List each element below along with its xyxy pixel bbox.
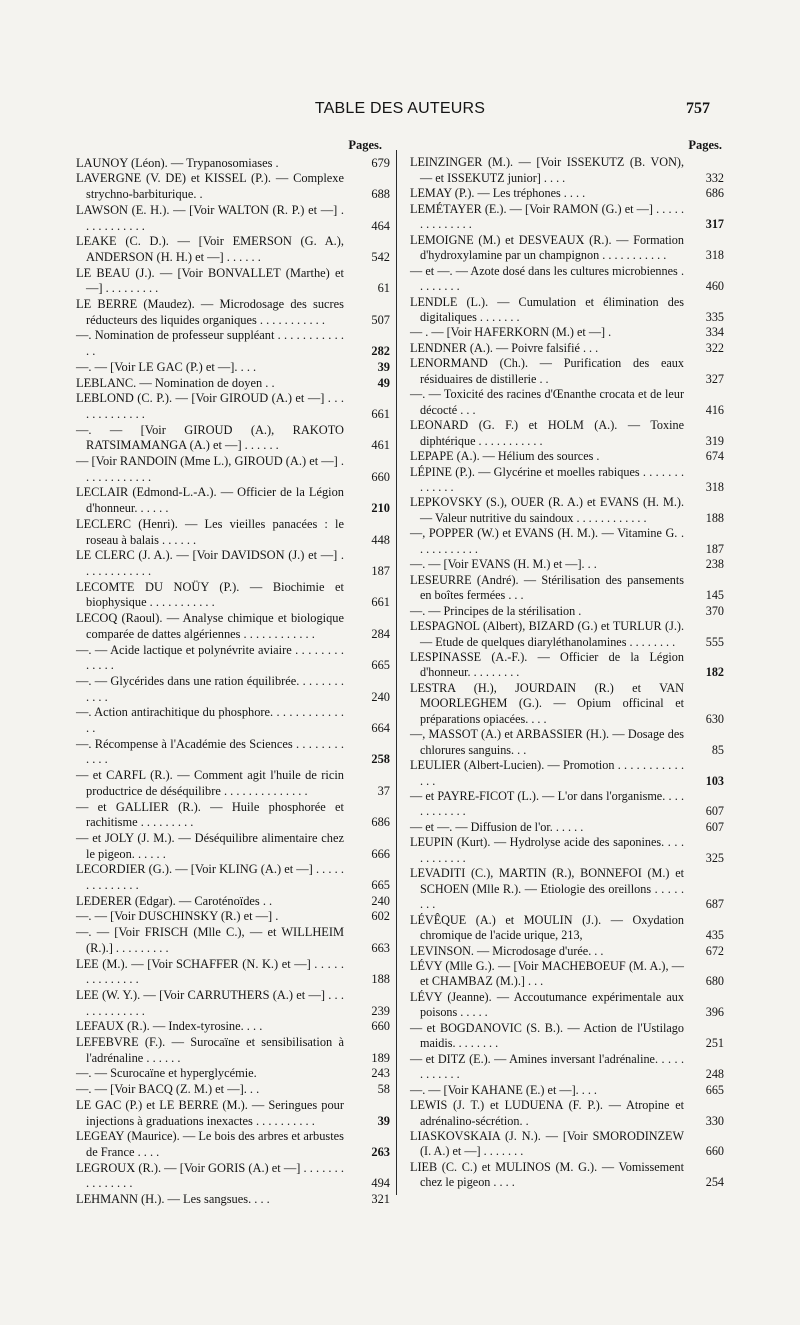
index-entry [76, 1082, 390, 1098]
entry-text: LESPAGNOL (Albert), BIZARD (G.) et TURLUR (J.). — Etude de quelques diaryléthanolamines . . . . . . . . [410, 619, 684, 649]
entry-page-number: 507 [371, 312, 390, 327]
entry-page-number: 370 [705, 603, 724, 618]
index-entry [410, 681, 724, 727]
entry-text: — et DITZ (E.). — Amines inversant l'adrénaline. . . . . . . . . . . . [410, 1051, 684, 1082]
index-entry [76, 1160, 390, 1192]
entry-text: —. — [Voir KAHANE (E.) et —]. . . . [410, 1082, 597, 1097]
index-entry [410, 1083, 724, 1098]
entry-page-number: 661 [371, 595, 390, 610]
entry-page-number: 335 [705, 309, 724, 324]
index-entry [410, 619, 724, 650]
entry-text: LEVINSON. — Microdosage d'urée. . . [410, 943, 604, 958]
index-entry [76, 1192, 390, 1208]
entry-text: —. — Acide lactique et polynévrite aviaire . . . . . . . . . . . . . [76, 642, 344, 673]
entry-page-number: 665 [705, 1082, 724, 1097]
index-entry [76, 862, 390, 893]
entry-text: LECLAIR (Edmond-L.-A.). — Officier de la Légion d'honneur. . . . . . [76, 485, 344, 516]
entry-page-number: 686 [705, 186, 724, 201]
entry-text: —, MASSOT (A.) et ARBASSIER (H.). — Dosage des chlorures sanguins. . . [410, 727, 684, 757]
entry-page-number: 321 [371, 1192, 390, 1207]
index-entry [76, 579, 390, 611]
entry-page-number: 660 [705, 1144, 724, 1159]
entry-page-number: 460 [705, 279, 724, 294]
entry-text: — et —. — Diffusion de l'or. . . . . . [410, 819, 584, 834]
index-entry [76, 1097, 390, 1129]
index-entry [76, 328, 390, 359]
index-entry [76, 736, 390, 768]
index-entry [76, 516, 390, 548]
entry-page-number: 674 [705, 449, 724, 464]
index-entry [410, 835, 724, 866]
entry-page-number: 630 [705, 711, 724, 726]
entry-page-number: 325 [705, 850, 724, 865]
index-entry [410, 557, 724, 572]
entry-text: LEFAUX (R.). — Index-tyrosine. . . . [76, 1019, 263, 1034]
entry-page-number: 189 [371, 1050, 390, 1065]
entry-page-number: 607 [705, 804, 724, 819]
entry-page-number: 240 [371, 689, 390, 704]
index-entry [410, 990, 724, 1021]
entry-text: LIASKOVSKAIA (J. N.). — [Voir SMORODINZEW (I. A.) et —] . . . . . . . [410, 1129, 684, 1159]
entry-text: LE CLERC (J. A.). — [Voir DAVIDSON (J.) et —] . . . . . . . . . . . . [76, 548, 344, 578]
entry-text: LECLERC (Henri). — Les vieilles panacées : le roseau à balais . . . . . . [76, 516, 344, 547]
index-entry [76, 422, 390, 454]
entry-page-number: 680 [705, 974, 724, 989]
index-entry [410, 495, 724, 526]
entry-page-number: 188 [371, 972, 390, 987]
entry-page-number: 416 [705, 402, 724, 417]
entry-page-number: 49 [377, 375, 390, 390]
entry-page-number: 665 [371, 878, 390, 893]
index-entry [76, 768, 390, 799]
entry-text: LAVERGNE (V. DE) et KISSEL (P.). — Complexe strychno-barbiturique. . [76, 171, 344, 202]
entry-text: —. — [Voir GIROUD (A.), RAKOTO RATSIMAMANGA (A.) et —] . . . . . . [76, 422, 344, 453]
index-entry [76, 705, 390, 736]
entry-page-number: 258 [371, 752, 390, 767]
entry-page-number: 322 [705, 340, 724, 355]
index-entry [76, 1066, 390, 1082]
entry-page-number: 664 [371, 721, 390, 736]
entry-text: LEDERER (Edgar). — Caroténoïdes . . [76, 893, 273, 908]
entry-text: LEE (M.). — [Voir SCHAFFER (N. K.) et —] . . . . . . . . . . . . . . [76, 956, 344, 987]
entry-text: LEGROUX (R.). — [Voir GORIS (A.) et —] . . . . . . . . . . . . . . . [76, 1160, 344, 1191]
entry-page-number: 319 [705, 433, 724, 448]
entry-page-number: 182 [705, 665, 724, 680]
entry-text: LEMÉTAYER (E.). — [Voir RAMON (G.) et —] . . . . . . . . . . . . . . [410, 201, 684, 232]
left-column [76, 138, 390, 1208]
index-entry [410, 820, 724, 835]
entry-page-number: 39 [377, 359, 390, 374]
entry-page-number: 327 [705, 371, 724, 386]
entry-text: —. — [Voir FRISCH (Mlle C.), — et WILLHEIM (R.).] . . . . . . . . . [76, 925, 344, 955]
entry-text: LECOQ (Raoul). — Analyse chimique et biologique comparée de dattes algériennes . . . . . . . . . . . . [76, 611, 344, 641]
index-entry [76, 234, 390, 265]
index-entry [410, 186, 724, 201]
entry-text: —. — [Voir LE GAC (P.) et —]. . . . [76, 359, 257, 374]
index-entry [410, 526, 724, 557]
index-entry [410, 341, 724, 356]
index-entry [410, 758, 724, 789]
entry-page-number: 461 [371, 438, 390, 453]
right-column [410, 138, 724, 1191]
index-entry [76, 1129, 390, 1160]
index-entry [76, 673, 390, 705]
entry-text: — et —. — Azote dosé dans les cultures microbiennes . . . . . . . . [410, 263, 684, 294]
entry-page-number: 282 [371, 344, 390, 359]
entry-text: —. — Scurocaïne et hyperglycémie. [76, 1066, 257, 1081]
index-entry [76, 956, 390, 988]
index-entry [410, 727, 724, 758]
entry-text: —, POPPER (W.) et EVANS (H. M.). — Vitamine G. . . . . . . . . . . . [410, 526, 684, 556]
entry-text: LEULIER (Albert-Lucien). — Promotion . . . . . . . . . . . . . . [410, 758, 684, 788]
index-entry [410, 325, 724, 340]
entry-text: LEPKOVSKY (S.), OUER (R. A.) et EVANS (H. M.). — Valeur nutritive du saindoux . . . . . . . . . . . . [410, 495, 684, 525]
entry-page-number: 332 [705, 170, 724, 185]
index-entry [76, 642, 390, 674]
index-entry [410, 913, 724, 944]
page-header [0, 100, 800, 124]
index-entry [76, 375, 390, 392]
index-entry [410, 1129, 724, 1160]
entry-text: —. Action antirachitique du phosphore. . . . . . . . . . . . . . [76, 705, 344, 736]
entry-text: LE GAC (P.) et LE BERRE (M.). — Seringues pour injections à graduations inexactes . . . . . . . . . . [76, 1097, 344, 1128]
entry-text: LESEURRE (André). — Stérilisation des pansements en boîtes fermées . . . [410, 572, 684, 603]
entry-page-number: 687 [705, 897, 724, 912]
entry-text: LENDLE (L.). — Cumulation et élimination des digitaliques . . . . . . . [410, 294, 684, 324]
entry-text: LEFEBVRE (F.). — Surocaïne et sensibilisation à l'adrénaline . . . . . . [76, 1035, 344, 1065]
entry-page-number: 688 [371, 187, 390, 202]
entry-text: LAWSON (E. H.). — [Voir WALTON (R. P.) et —] . . . . . . . . . . . [76, 202, 344, 233]
entry-page-number: 665 [371, 658, 390, 673]
index-entry [410, 866, 724, 912]
index-entry [410, 1160, 724, 1191]
index-entry [76, 202, 390, 234]
entry-text: LEBLOND (C. P.). — [Voir GIROUD (A.) et —] . . . . . . . . . . . . . [76, 391, 344, 421]
entry-text: LAUNOY (Léon). — Trypanosomiases . [76, 155, 279, 170]
entry-page-number: 672 [705, 943, 724, 958]
entry-page-number: 145 [705, 588, 724, 603]
index-entry [76, 265, 390, 297]
index-entry [410, 155, 724, 186]
entry-page-number: 330 [705, 1113, 724, 1128]
entry-text: LEUPIN (Kurt). — Hydrolyse acide des saponines. . . . . . . . . . . . [410, 835, 684, 865]
entry-text: LEHMANN (H.). — Les sangsues. . . . [76, 1192, 270, 1207]
index-entry [76, 297, 390, 328]
entry-text: —. Nomination de professeur suppléant . . . . . . . . . . . . . [76, 328, 344, 359]
entry-page-number: 188 [705, 510, 724, 525]
column-divider [396, 150, 397, 1195]
index-entry [76, 454, 390, 485]
entry-page-number: 661 [371, 406, 390, 421]
entry-page-number: 542 [371, 249, 390, 264]
entry-text: — et GALLIER (R.). — Huile phosphorée et rachitisme . . . . . . . . . [76, 799, 344, 830]
index-entry [76, 611, 390, 642]
entry-text: LESPINASSE (A.-F.). — Officier de la Légion d'honneur. . . . . . . . . [410, 649, 684, 680]
index-entry [76, 909, 390, 925]
index-entry [410, 295, 724, 326]
entry-page-number: 263 [371, 1145, 390, 1159]
entry-text: LEWIS (J. T.) et LUDUENA (F. P.). — Atropine et adrénalino-sécrétion. . [410, 1098, 684, 1128]
entry-text: —. — Toxicité des racines d'Œnanthe crocata et de leur décocté . . . [410, 387, 684, 417]
entry-text: LEINZINGER (M.). — [Voir ISSEKUTZ (B. VON), — et ISSEKUTZ junior] . . . . [410, 155, 684, 185]
entry-text: — et CARFL (R.). — Comment agit l'huile de ricin productrice de déséquilibre . . . . . . . . . . . . . . [76, 768, 344, 798]
entry-text: — et PAYRE-FICOT (L.). — L'or dans l'organisme. . . . . . . . . . . . [410, 789, 684, 819]
entry-page-number: 37 [377, 783, 390, 798]
entry-page-number: 448 [371, 532, 390, 547]
entry-page-number: 210 [371, 501, 390, 516]
entry-text: — et JOLY (J. M.). — Déséquilibre alimentaire chez le pigeon. . . . . . [76, 830, 344, 861]
index-entry [76, 987, 390, 1019]
entry-page-number: 334 [705, 325, 724, 340]
entry-text: LÉVY (Mlle G.). — [Voir MACHEBOEUF (M. A.), — et CHAMBAZ (M.).] . . . [410, 959, 684, 989]
entry-text: LEONARD (G. F.) et HOLM (A.). — Toxine diphtérique . . . . . . . . . . . [410, 418, 684, 448]
entry-text: — [Voir RANDOIN (Mme L.), GIROUD (A.) et —] . . . . . . . . . . . . [76, 454, 344, 484]
entry-page-number: 679 [371, 155, 390, 170]
entry-page-number: 251 [705, 1036, 724, 1051]
index-entry [76, 359, 390, 376]
entry-text: LENORMAND (Ch.). — Purification des eaux résiduaires de distillerie . . [410, 356, 684, 386]
entry-text: LEMOIGNE (M.) et DESVEAUX (R.). — Formation d'hydroxylamine par un champignon . . . . . . . . . . . [410, 232, 684, 263]
entry-text: — et BOGDANOVIC (S. B.). — Action de l'Ustilago maidis. . . . . . . . [410, 1020, 684, 1051]
entry-page-number: 435 [705, 928, 724, 943]
index-entry [410, 944, 724, 959]
index-entry [410, 465, 724, 496]
index-entry [76, 1035, 390, 1066]
entry-page-number: 317 [705, 217, 724, 232]
entry-page-number: 240 [371, 893, 390, 908]
entry-text: LECORDIER (G.). — [Voir KLING (A.) et —] . . . . . . . . . . . . . . [76, 862, 344, 893]
entry-text: —. — [Voir DUSCHINSKY (R.) et —] . [76, 909, 279, 924]
entry-text: LEBLANC. — Nomination de doyen . . [76, 375, 275, 390]
index-entry [76, 155, 390, 172]
entry-page-number: 39 [377, 1113, 390, 1128]
entry-text: LEVADITI (C.), MARTIN (R.), BONNEFOI (M.) et SCHOEN (Mlle R.). — Etiologie des oreillons . . . . . . . . [410, 866, 684, 912]
entry-page-number: 318 [705, 479, 724, 494]
index-entry [76, 391, 390, 422]
entry-text: —. — Glycérides dans une ration équilibrée. . . . . . . . . . . . [76, 673, 344, 704]
entry-text: —. — [Voir BACQ (Z. M.) et —]. . . [76, 1082, 260, 1097]
index-entry [76, 1019, 390, 1035]
entry-page-number: 660 [371, 469, 390, 484]
entry-page-number: 187 [705, 541, 724, 556]
entry-page-number: 663 [371, 940, 390, 955]
index-entry [410, 789, 724, 820]
entry-page-number: 318 [705, 248, 724, 263]
entry-text: LIEB (C. C.) et MULINOS (M. G.). — Vomissement chez le pigeon . . . . [410, 1159, 684, 1190]
entry-page-number: 254 [705, 1175, 724, 1190]
entry-page-number: 666 [371, 846, 390, 861]
entry-page-number: 607 [705, 819, 724, 834]
entry-page-number: 58 [377, 1082, 390, 1097]
entry-text: —. Récompense à l'Académie des Sciences . . . . . . . . . . . . [76, 736, 344, 767]
entry-page-number: 238 [705, 557, 724, 572]
entry-page-number: 464 [371, 218, 390, 233]
index-entry [76, 548, 390, 579]
entry-text: LEAKE (C. D.). — [Voir EMERSON (G. A.), ANDERSON (H. H.) et —] . . . . . . [76, 234, 344, 264]
entry-page-number: 248 [705, 1067, 724, 1082]
index-entry [410, 202, 724, 233]
entry-text: LÉVY (Jeanne). — Accoutumance expérimentale aux poisons . . . . . [410, 989, 684, 1020]
index-entry [76, 171, 390, 202]
entry-text: LÉVÊQUE (A.) et MOULIN (J.). — Oxydation chromique de l'acide urique, 213, [410, 912, 684, 943]
entry-text: LÉPINE (P.). — Glycérine et moelles rabiques . . . . . . . . . . . . . [410, 464, 684, 494]
entry-text: — . — [Voir HAFERKORN (M.) et —] . [410, 325, 612, 340]
entry-page-number: 187 [371, 563, 390, 578]
entry-text: LECOMTE DU NOÜY (P.). — Biochimie et biophysique . . . . . . . . . . . [76, 579, 344, 610]
entry-page-number: 660 [371, 1019, 390, 1034]
index-entry [410, 650, 724, 681]
entry-text: LEGEAY (Maurice). — Le bois des arbres et arbustes de France . . . . [76, 1129, 344, 1159]
entry-text: LEMAY (P.). — Les tréphones . . . . [410, 186, 586, 201]
entry-page-number: 555 [705, 634, 724, 649]
entry-text: —. — [Voir EVANS (H. M.) et —]. . . [410, 557, 597, 572]
index-entry [410, 387, 724, 418]
index-entry [76, 925, 390, 956]
entry-text: —. — Principes de la stérilisation . [410, 603, 582, 618]
entry-page-number: 103 [705, 773, 724, 788]
index-entry [410, 264, 724, 295]
entry-page-number: 61 [377, 281, 390, 296]
index-entry [410, 573, 724, 604]
entry-text: LEE (W. Y.). — [Voir CARRUTHERS (A.) et —] . . . . . . . . . . . . . [76, 987, 344, 1018]
entry-page-number: 239 [371, 1003, 390, 1018]
index-entry [410, 1098, 724, 1129]
entry-text: LESTRA (H.), JOURDAIN (R.) et VAN MOORLEGHEM (G.). — Opium officinal et préparations opiacées. . . . [410, 680, 684, 726]
page-title: TABLE DES AUTEURS [314, 100, 486, 117]
entry-text: LE BEAU (J.). — [Voir BONVALLET (Marthe) et —] . . . . . . . . . [76, 265, 344, 296]
entry-page-number: 396 [705, 1005, 724, 1020]
index-entry [410, 356, 724, 387]
entry-text: LE BERRE (Maudez). — Microdosage des sucres réducteurs des liquides organiques . . . . . . . . . . . [76, 297, 344, 327]
index-entry [76, 799, 390, 831]
entry-page-number: 284 [371, 626, 390, 641]
page-number: 757 [686, 100, 710, 117]
index-entry [410, 1021, 724, 1052]
index-entry [410, 418, 724, 449]
index-entry [410, 604, 724, 619]
index-entry [76, 893, 390, 910]
index-entry [410, 959, 724, 990]
index-entry [410, 1052, 724, 1083]
pages-column-header: Pages. [688, 138, 722, 152]
entry-page-number: 494 [371, 1176, 390, 1191]
entry-page-number: 243 [371, 1066, 390, 1081]
entry-page-number: 602 [371, 909, 390, 924]
index-entry [410, 449, 724, 464]
entry-text: LENDNER (A.). — Poivre falsifié . . . [410, 340, 599, 355]
index-entry [76, 830, 390, 862]
entry-page-number: 686 [371, 815, 390, 830]
index-entry [410, 233, 724, 264]
pages-column-header: Pages. [348, 138, 382, 152]
entry-page-number: 85 [711, 742, 724, 757]
index-entry [76, 485, 390, 516]
entry-text: LEPAPE (A.). — Hélium des sources . [410, 449, 600, 464]
